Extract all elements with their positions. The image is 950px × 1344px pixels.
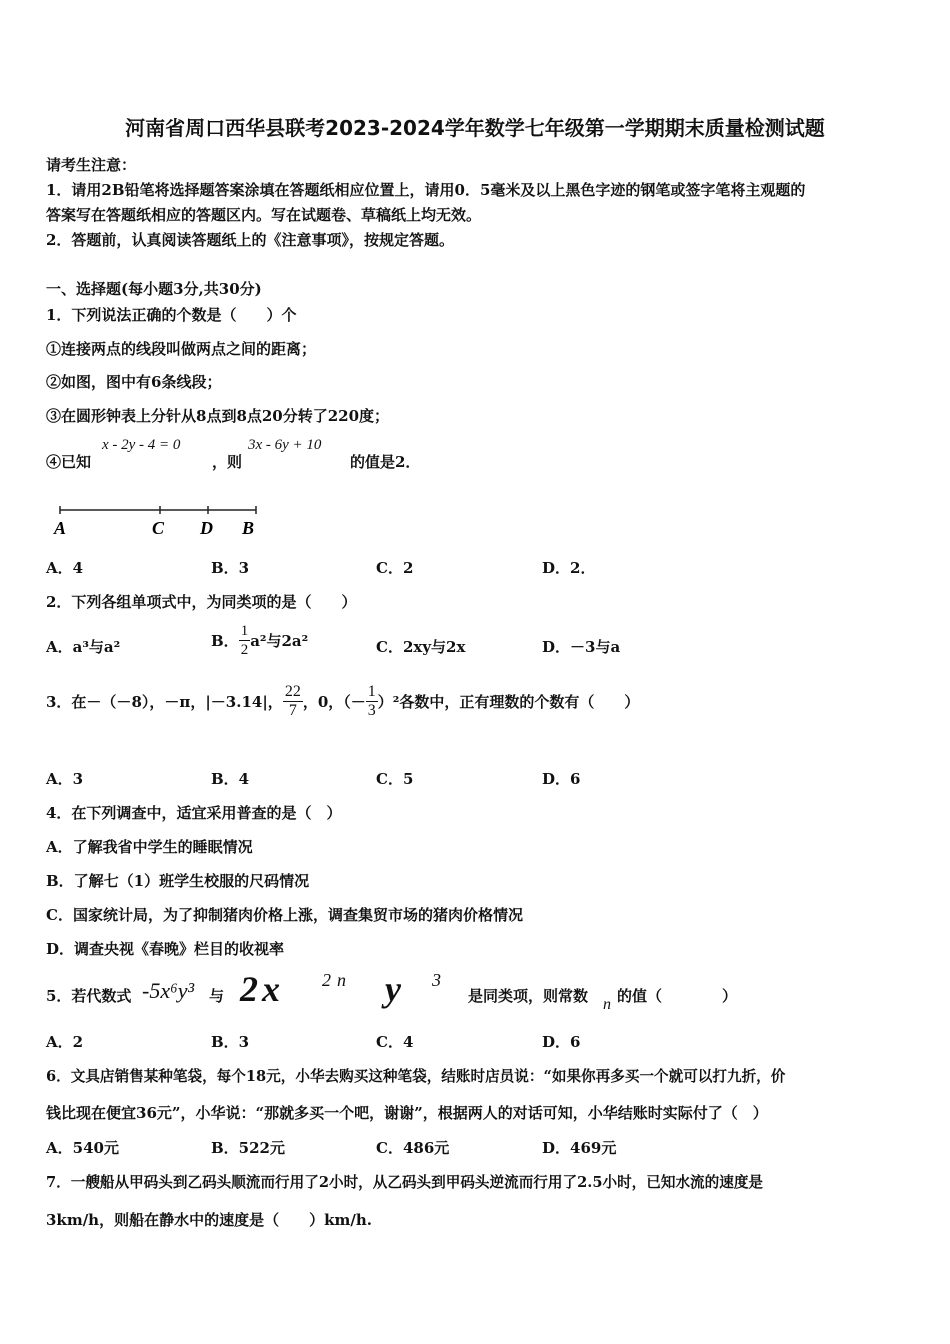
q5-option-a[interactable]: A．2 (46, 1033, 84, 1051)
q5-options (46, 1031, 846, 1053)
q6-option-a[interactable]: A．540元 (46, 1139, 119, 1157)
point-label-d: D (200, 518, 213, 538)
q2-option-b-rest: a²与2a² (250, 632, 309, 650)
fraction-denominator: 3 (367, 702, 376, 719)
q1-statement-4-post: 的值是2． (350, 453, 421, 471)
q1-statement-1: ①连接两点的线段叫做两点之间的距离； (46, 340, 317, 358)
q2-option-b[interactable] (211, 622, 308, 659)
fraction-numerator: 1 (367, 683, 376, 700)
q1-statement-3: ③在圆形钟表上分针从8点到8点20分转了220度； (46, 407, 390, 425)
q5-variable-n: n (603, 996, 611, 1013)
q1-option-d[interactable]: D．2． (542, 559, 596, 577)
q3-fraction-22-7 (283, 683, 303, 720)
q4-option-c[interactable]: C．国家统计局，为了抑制猪肉价格上涨，调查集贸市场的猪肉价格情况 (46, 906, 523, 924)
q5-expression-2-base: 2x (240, 969, 284, 1009)
q6-line-1: 6．文具店销售某种笔袋，每个18元，小华去购买这种笔袋，结账时店员说：“如果你再多买一个就可以打九折，价 (46, 1068, 786, 1085)
q1-equation-2: 3x - 6y + 10 (248, 437, 322, 453)
q1-equation-1: x - 2y - 4 = 0 (102, 437, 181, 453)
q5-expression-2-exponent: 2n (322, 970, 352, 990)
point-label-a: A (54, 518, 67, 538)
q7-line-1: 7．一艘船从甲码头到乙码头顺流而行用了2小时，从乙码头到甲码头逆流而行用了2.5小时，已知水流的速度是 (46, 1174, 764, 1191)
fraction-denominator: 7 (288, 702, 297, 719)
q5-expression-2-y-exponent: 3 (432, 970, 441, 990)
fraction-numerator: 1 (240, 623, 249, 639)
q1-option-c[interactable]: C．2 (376, 559, 414, 577)
q2-stem: 2．下列各组单项式中，为同类项的是（ ） (46, 593, 357, 611)
q5-post-1: 是同类项，则常数 (468, 987, 589, 1005)
q5-option-d[interactable]: D．6 (542, 1033, 581, 1051)
section-heading: 一、选择题(每小题3分,共30分) (46, 280, 262, 298)
notice-item: 2．答题前，认真阅读答题纸上的《注意事项》，按规定答题。 (46, 231, 454, 249)
q3-part-3: ）²各数中，正有理数的个数有（ ） (377, 693, 640, 711)
q1-options (46, 557, 846, 579)
notice-item: 1．请用2B铅笔将选择题答案涂填在答题纸相应位置上，请用0．5毫米及以上黑色字迹的钢笔或签字笔将主观题的 (46, 181, 806, 199)
q3-stem (46, 683, 639, 733)
q3-part-1: 3．在－（－8），－π，|－3.14|， (46, 693, 283, 711)
q5-post-2: 的值（ ） (617, 987, 738, 1005)
q4-option-a[interactable]: A．了解我省中学生的睡眠情况 (46, 838, 253, 856)
q1-statement-4-pre: ④已知 (46, 453, 92, 471)
q1-statement-2: ②如图，图中有6条线段； (46, 373, 222, 391)
q7-line-2: 3km/h，则船在静水中的速度是（ ）km/h. (46, 1211, 372, 1229)
q6-line-2: 钱比现在便宜36元”，小华说：“那就多买一个吧，谢谢”，根据两人的对话可知，小华结账时实际付了（ ） (46, 1104, 768, 1122)
q5-pre: 5．若代数式 (46, 987, 132, 1005)
q3-fraction-1-3 (366, 683, 378, 720)
q1-statement-4-mid: ，则 (212, 453, 243, 471)
q6-option-d[interactable]: D．469元 (542, 1139, 617, 1157)
q1-stem: 1．下列说法正确的个数是（ ）个 (46, 306, 297, 324)
q4-stem: 4．在下列调查中，适宜采用普查的是（ ） (46, 804, 342, 822)
q2-option-a[interactable]: A．a³与a² (46, 638, 121, 656)
q5-option-c[interactable]: C．4 (376, 1033, 414, 1051)
point-label-c: C (152, 518, 165, 538)
q4-option-d[interactable]: D．调查央视《春晚》栏目的收视率 (46, 940, 285, 958)
q3-options (46, 768, 846, 790)
page-title: 河南省周口西华县联考2023-2024学年数学七年级第一学期期末质量检测试题 (125, 116, 825, 140)
fraction-denominator: 2 (240, 642, 249, 658)
q6-option-c[interactable]: C．486元 (376, 1139, 450, 1157)
q1-option-a[interactable]: A．4 (46, 559, 84, 577)
line-segment-figure (50, 500, 270, 542)
q2-option-b-label: B． (211, 632, 239, 650)
q5-expression-1: -5x⁶y³ (142, 978, 195, 1003)
q6-options (46, 1137, 846, 1159)
q2-option-d[interactable]: D．－3与a (542, 638, 621, 656)
q3-option-d[interactable]: D．6 (542, 770, 581, 788)
q4-option-b[interactable]: B．了解七（1）班学生校服的尺码情况 (46, 872, 310, 890)
q2-option-b-fraction (239, 622, 251, 659)
q5-mid: 与 (209, 987, 225, 1005)
q5-expression-2-y: y (385, 969, 401, 1009)
q3-part-2: ，0，（－ (302, 693, 366, 711)
notice-item: 答案写在答题纸相应的答题区内。写在试题卷、草稿纸上均无效。 (46, 206, 482, 224)
q3-option-a[interactable]: A．3 (46, 770, 84, 788)
q1-option-b[interactable]: B．3 (211, 559, 250, 577)
q5-option-b[interactable]: B．3 (211, 1033, 250, 1051)
q2-option-c[interactable]: C．2xy与2x (376, 638, 466, 656)
q2-options (46, 622, 846, 666)
notice-header: 请考生注意： (46, 156, 137, 174)
q6-option-b[interactable]: B．522元 (211, 1139, 285, 1157)
q3-option-c[interactable]: C．5 (376, 770, 414, 788)
point-label-b: B (242, 518, 255, 538)
fraction-numerator: 22 (284, 683, 301, 700)
q3-option-b[interactable]: B．4 (211, 770, 250, 788)
